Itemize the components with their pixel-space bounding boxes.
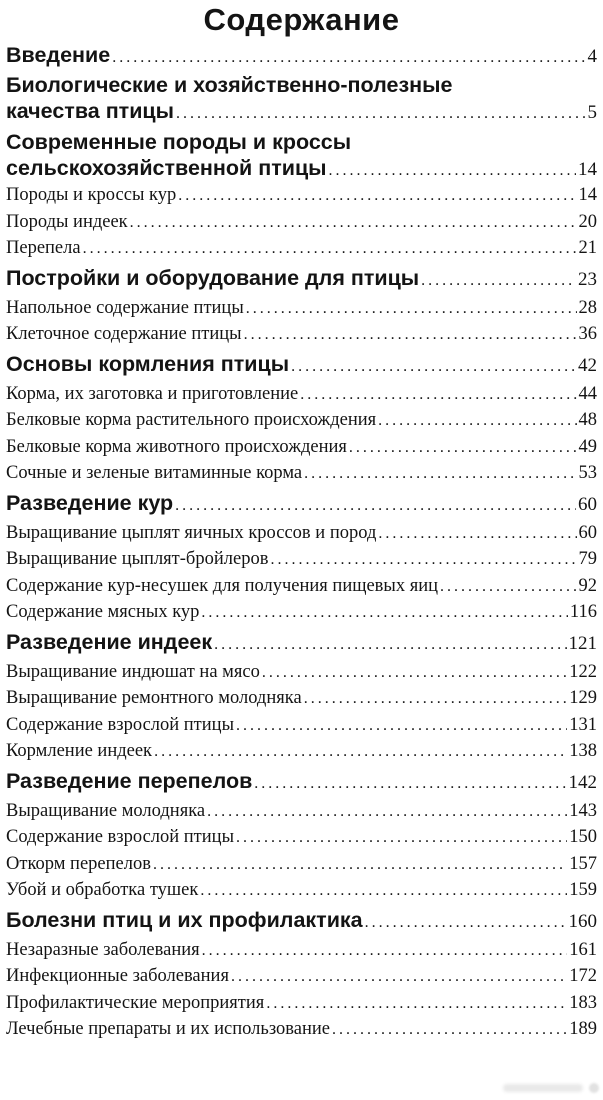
toc-section-label: Разведение перепелов xyxy=(6,768,253,793)
toc-page-number: 161 xyxy=(569,939,597,960)
dot-leader xyxy=(178,183,576,210)
toc-item-noninfectious xyxy=(6,937,597,964)
toc-item-label: Перепела xyxy=(6,238,81,258)
dot-leader xyxy=(246,296,577,323)
toc-page-number: 159 xyxy=(569,880,597,900)
toc-item-prevention xyxy=(6,990,597,1017)
toc-item-turkey-feeding xyxy=(6,738,597,765)
toc-item-quails xyxy=(6,235,597,262)
dot-leader xyxy=(378,408,576,435)
toc-page-number: 189 xyxy=(569,1019,597,1039)
toc-page-number: 36 xyxy=(578,324,597,344)
dot-leader xyxy=(201,600,568,627)
toc-page-number: 143 xyxy=(569,800,597,821)
dot-leader xyxy=(83,236,577,263)
toc-item-laying-hens xyxy=(6,573,597,600)
toc-section-line2 xyxy=(6,155,597,182)
toc-page-number: 49 xyxy=(578,436,597,457)
toc-item-replacement-young xyxy=(6,685,597,712)
dot-leader xyxy=(349,435,577,462)
toc-section-label: Разведение индеек xyxy=(6,629,213,654)
dot-leader xyxy=(200,878,567,905)
dot-leader xyxy=(291,350,576,383)
toc-section-quails xyxy=(6,765,597,798)
toc-item-chicken-breeds xyxy=(6,182,597,209)
toc-item-turkey-breeds xyxy=(6,209,597,236)
toc-page-number: 92 xyxy=(578,575,597,596)
toc-item-adult-turkeys xyxy=(6,712,597,739)
toc-page-number: 4 xyxy=(587,46,597,67)
dot-leader xyxy=(300,382,576,409)
toc-section-buildings xyxy=(6,262,597,295)
toc-section-diseases xyxy=(6,904,597,937)
toc-item-broilers xyxy=(6,546,597,573)
toc-item-label: Кормление индеек xyxy=(6,741,153,761)
toc-section-turkeys xyxy=(6,626,597,659)
toc-item-label: Напольное содержание птицы xyxy=(6,297,244,318)
dot-leader xyxy=(154,739,567,766)
dot-leader xyxy=(262,660,567,687)
dot-leader xyxy=(270,547,576,574)
toc-page-number: 183 xyxy=(569,992,597,1013)
toc-item-label: Откорм перепелов xyxy=(6,853,151,874)
toc-item-adult-quails xyxy=(6,824,597,851)
toc-item-label: Содержание мясных кур xyxy=(6,602,200,622)
dot-leader xyxy=(378,521,576,548)
dot-leader xyxy=(202,938,568,965)
toc-item-label: Незаразные заболевания xyxy=(6,939,200,960)
toc-item-label: Породы индеек xyxy=(6,211,128,232)
toc-page-number: 129 xyxy=(569,688,597,708)
toc-item-label: Выращивание цыплят-бройлеров xyxy=(6,549,269,569)
toc-page-number: 116 xyxy=(569,602,597,622)
toc-section-label-line1: Современные породы и кроссы xyxy=(6,130,352,154)
toc-page-number: 138 xyxy=(569,741,597,761)
toc-item-label: Породы и кроссы кур xyxy=(6,185,177,205)
dot-leader xyxy=(176,100,585,127)
toc-section-label-line1: Биологические и хозяйственно-полезные xyxy=(6,73,453,97)
toc-item-egg-chicks xyxy=(6,520,597,547)
toc-section-chickens xyxy=(6,487,597,520)
dot-leader xyxy=(244,322,577,349)
toc-section-label: Разведение кур xyxy=(6,490,174,515)
dot-leader xyxy=(365,906,567,939)
toc-item-label: Профилактические мероприятия xyxy=(6,992,265,1013)
dot-leader xyxy=(266,991,567,1018)
dot-leader xyxy=(440,574,576,601)
toc-item-label: Белковые корма растительного происхождения xyxy=(6,410,377,430)
toc-item-feed-preparation xyxy=(6,381,597,408)
toc-section-intro xyxy=(6,39,597,72)
toc-item-label: Содержание кур-несушек для получения пищевых яиц xyxy=(6,575,439,596)
toc-item-infectious xyxy=(6,963,597,990)
toc-page-number: 44 xyxy=(578,383,597,404)
toc-page-number: 21 xyxy=(578,238,597,258)
dot-leader xyxy=(332,1017,567,1044)
toc-page-number: 42 xyxy=(578,354,597,376)
toc-item-young-quails xyxy=(6,798,597,825)
toc-section-breeds xyxy=(6,129,597,182)
toc-item-animal-protein xyxy=(6,434,597,461)
dot-leader xyxy=(175,489,576,522)
toc-page-number: 14 xyxy=(578,159,597,180)
toc-item-label: Убой и обработка тушек xyxy=(6,880,199,900)
toc-page-number: 60 xyxy=(578,493,597,515)
toc-section-label: Введение xyxy=(6,43,111,67)
toc-item-cage-housing xyxy=(6,321,597,348)
toc-page-number: 20 xyxy=(578,211,597,232)
page-title: Содержание xyxy=(203,2,400,37)
dot-leader xyxy=(329,157,576,184)
toc-item-label: Выращивание индюшат на мясо xyxy=(6,661,260,682)
toc-item-label: Выращивание цыплят яичных кроссов и пород xyxy=(6,522,377,543)
toc-item-label: Выращивание ремонтного молодняка xyxy=(6,688,302,708)
toc-page-number: 60 xyxy=(578,522,597,543)
toc-item-slaughter xyxy=(6,877,597,904)
toc-item-medicines xyxy=(6,1016,597,1043)
toc-page-number: 142 xyxy=(568,771,597,793)
toc-section-label: Постройки и оборудование для птицы xyxy=(6,265,420,290)
dot-leader xyxy=(130,210,577,237)
toc-item-label: Корма, их заготовка и приготовление xyxy=(6,383,299,404)
toc-page-number: 172 xyxy=(569,966,597,986)
toc-page-number: 157 xyxy=(569,853,597,874)
toc-section-feeding xyxy=(6,348,597,381)
toc-section-bio xyxy=(6,72,597,125)
dot-leader xyxy=(231,964,567,991)
toc-page-number: 131 xyxy=(569,714,597,735)
dot-leader xyxy=(254,767,566,800)
toc-page-number: 160 xyxy=(568,910,597,932)
watermark-icon xyxy=(589,1083,599,1093)
toc-page-number: 14 xyxy=(578,185,597,205)
watermark-bar xyxy=(503,1084,583,1092)
dot-leader xyxy=(153,852,567,879)
dot-leader xyxy=(214,628,566,661)
toc-section-line2 xyxy=(6,98,597,125)
toc-page-number: 122 xyxy=(569,661,597,682)
toc-section-label-line2: качества птицы xyxy=(6,99,175,123)
dot-leader xyxy=(304,461,576,488)
dot-leader xyxy=(112,41,585,74)
dot-leader xyxy=(207,799,567,826)
toc-item-plant-protein xyxy=(6,407,597,434)
toc-item-label: Лечебные препараты и их использование xyxy=(6,1019,331,1039)
toc-page-number: 121 xyxy=(568,632,597,654)
toc-page-number: 79 xyxy=(578,549,597,569)
toc-section-label: Болезни птиц и их профилактика xyxy=(6,907,363,932)
dot-leader xyxy=(304,686,568,713)
toc-item-label: Клеточное содержание птицы xyxy=(6,324,242,344)
toc-page-number: 23 xyxy=(578,268,597,290)
toc-item-label: Сочные и зеленые витаминные корма xyxy=(6,463,303,483)
toc-page-number: 5 xyxy=(587,102,597,123)
toc-item-label: Выращивание молодняка xyxy=(6,800,206,821)
watermark xyxy=(489,1078,599,1098)
toc-item-quail-fattening xyxy=(6,851,597,878)
dot-leader xyxy=(236,713,567,740)
toc-item-label: Содержание взрослой птицы xyxy=(6,827,234,847)
toc-item-meat-chickens xyxy=(6,599,597,626)
toc-item-label: Содержание взрослой птицы xyxy=(6,714,234,735)
toc-section-label: Основы кормления птицы xyxy=(6,351,290,376)
toc-item-label: Белковые корма животного происхождения xyxy=(6,436,347,457)
toc-item-label: Инфекционные заболевания xyxy=(6,966,229,986)
toc-page-number: 48 xyxy=(578,410,597,430)
toc-item-green-feed xyxy=(6,460,597,487)
dot-leader xyxy=(236,825,567,852)
toc-section-label-line2: сельскохозяйственной птицы xyxy=(6,156,327,180)
toc-page-number: 53 xyxy=(578,463,597,483)
toc-item-floor-housing xyxy=(6,295,597,322)
toc-item-turkey-poults xyxy=(6,659,597,686)
toc-page-number: 150 xyxy=(569,827,597,847)
toc-page-number: 28 xyxy=(578,297,597,318)
dot-leader xyxy=(421,264,576,297)
